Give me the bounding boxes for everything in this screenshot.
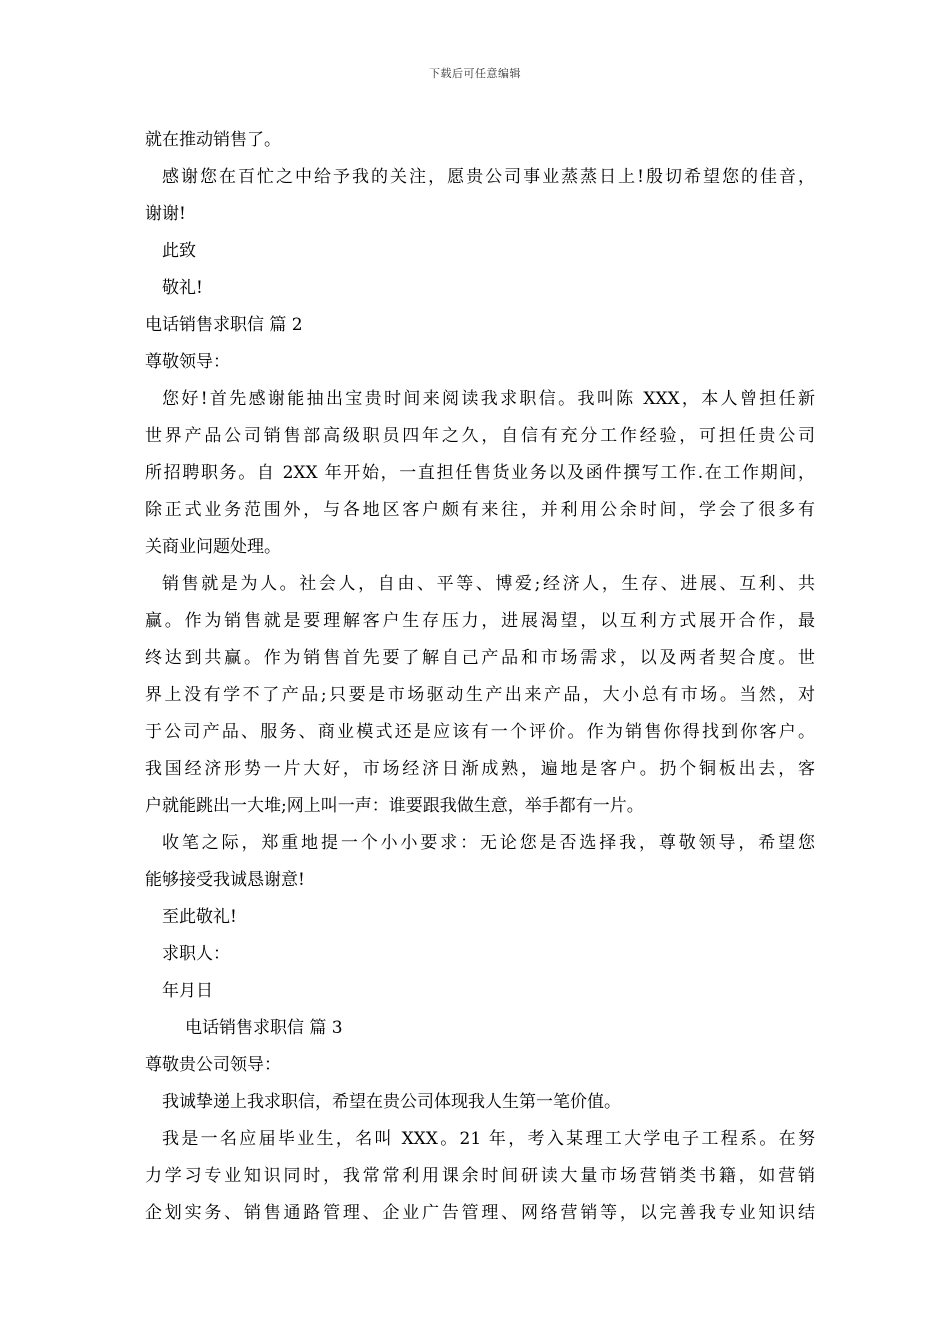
text-line: 感谢您在百忙之中给予我的关注，愿贵公司事业蒸蒸日上!殷切希望您的佳音，	[162, 167, 815, 187]
text-line: 求职人：	[162, 944, 230, 964]
text-line: 我国经济形势一片大好，市场经济日渐成熟，遍地是客户。扔个铜板出去，客	[145, 759, 815, 779]
text-line: 所招聘职务。自 2XX 年开始，一直担任售货业务以及函件撰写工作.在工作期间，	[145, 463, 815, 483]
page-header-note: 下载后可任意编辑	[429, 67, 521, 80]
text-line: 电话销售求职信 篇 2	[145, 315, 303, 335]
text-line: 赢。作为销售就是要理解客户生存压力，进展渴望，以互利方式展开合作，最	[145, 611, 815, 631]
text-line: 界上没有学不了产品;只要是市场驱动生产出来产品，大小总有市场。当然，对	[145, 685, 815, 705]
text-line: 此致	[162, 241, 196, 261]
document-body	[145, 122, 815, 1232]
text-line: 电话销售求职信 篇 3	[185, 1018, 343, 1038]
text-line: 终达到共赢。作为销售首先要了解自己产品和市场需求，以及两者契合度。世	[145, 648, 815, 668]
text-line: 关商业问题处理。	[145, 537, 281, 557]
text-line: 能够接受我诚恳谢意!	[145, 870, 305, 890]
text-line: 敬礼!	[162, 278, 203, 298]
text-line: 就在推动销售了。	[145, 130, 281, 150]
text-line: 您好!首先感谢能抽出宝贵时间来阅读我求职信。我叫陈 XXX，本人曾担任新	[162, 389, 815, 409]
text-line: 尊敬领导：	[145, 352, 230, 372]
text-line: 我是一名应届毕业生，名叫 XXX。21 年，考入某理工大学电子工程系。在努	[162, 1129, 815, 1149]
text-line: 年月日	[162, 981, 213, 1001]
text-line: 尊敬贵公司领导：	[145, 1055, 281, 1075]
text-line: 力学习专业知识同时，我常常利用课余时间研读大量市场营销类书籍，如营销	[145, 1166, 815, 1186]
text-line: 企划实务、销售通路管理、企业广告管理、网络营销等，以完善我专业知识结	[145, 1203, 815, 1223]
text-line: 至此敬礼!	[162, 907, 237, 927]
text-line: 收笔之际，郑重地提一个小小要求：无论您是否选择我，尊敬领导，希望您	[162, 833, 815, 853]
text-line: 世界产品公司销售部高级职员四年之久，自信有充分工作经验，可担任贵公司	[145, 426, 815, 446]
text-line: 谢谢!	[145, 204, 186, 224]
text-line: 我诚挚递上我求职信，希望在贵公司体现我人生第一笔价值。	[162, 1092, 621, 1112]
text-line: 除正式业务范围外，与各地区客户颇有来往，并利用公余时间，学会了很多有	[145, 500, 815, 520]
text-line: 于公司产品、服务、商业模式还是应该有一个评价。作为销售你得找到你客户。	[145, 722, 815, 742]
text-line: 户就能跳出一大堆;网上叫一声：谁要跟我做生意，举手都有一片。	[145, 796, 644, 816]
text-line: 销售就是为人。社会人，自由、平等、博爱;经济人，生存、进展、互利、共	[162, 574, 815, 594]
